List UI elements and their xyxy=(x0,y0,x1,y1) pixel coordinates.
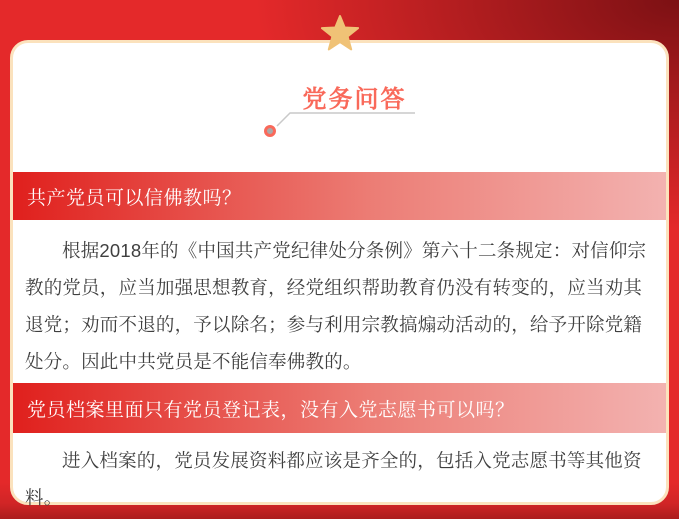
question-2-text: 党员档案里面只有党员登记表，没有入党志愿书可以吗？ xyxy=(27,399,515,421)
page-title: 党务问答 xyxy=(302,86,407,113)
answer-2-text: 进入档案的，党员发展资料都应该是齐全的，包括入党志愿书等其他资料。 xyxy=(25,450,642,508)
title-underline-decoration xyxy=(253,103,433,143)
question-band-2 xyxy=(13,383,666,433)
qa-card xyxy=(10,40,669,508)
dot-marker-icon xyxy=(266,127,275,136)
star-icon xyxy=(321,15,359,53)
answer-1-text: 根据2018年的《中国共产党纪律处分条例》第六十二条规定：对信仰宗教的党员，应当加强思想教育，经党组织帮助教育仍没有转变的，应当劝其退党；劝而不退的，予以除名；参与利用宗教搞煽动活动的，给予开除党籍处分。因此中共党员是不能信奉佛教的。 xyxy=(25,240,647,372)
question-band-1 xyxy=(13,172,666,220)
question-1-text: 共产党员可以信佛教吗？ xyxy=(27,187,242,209)
